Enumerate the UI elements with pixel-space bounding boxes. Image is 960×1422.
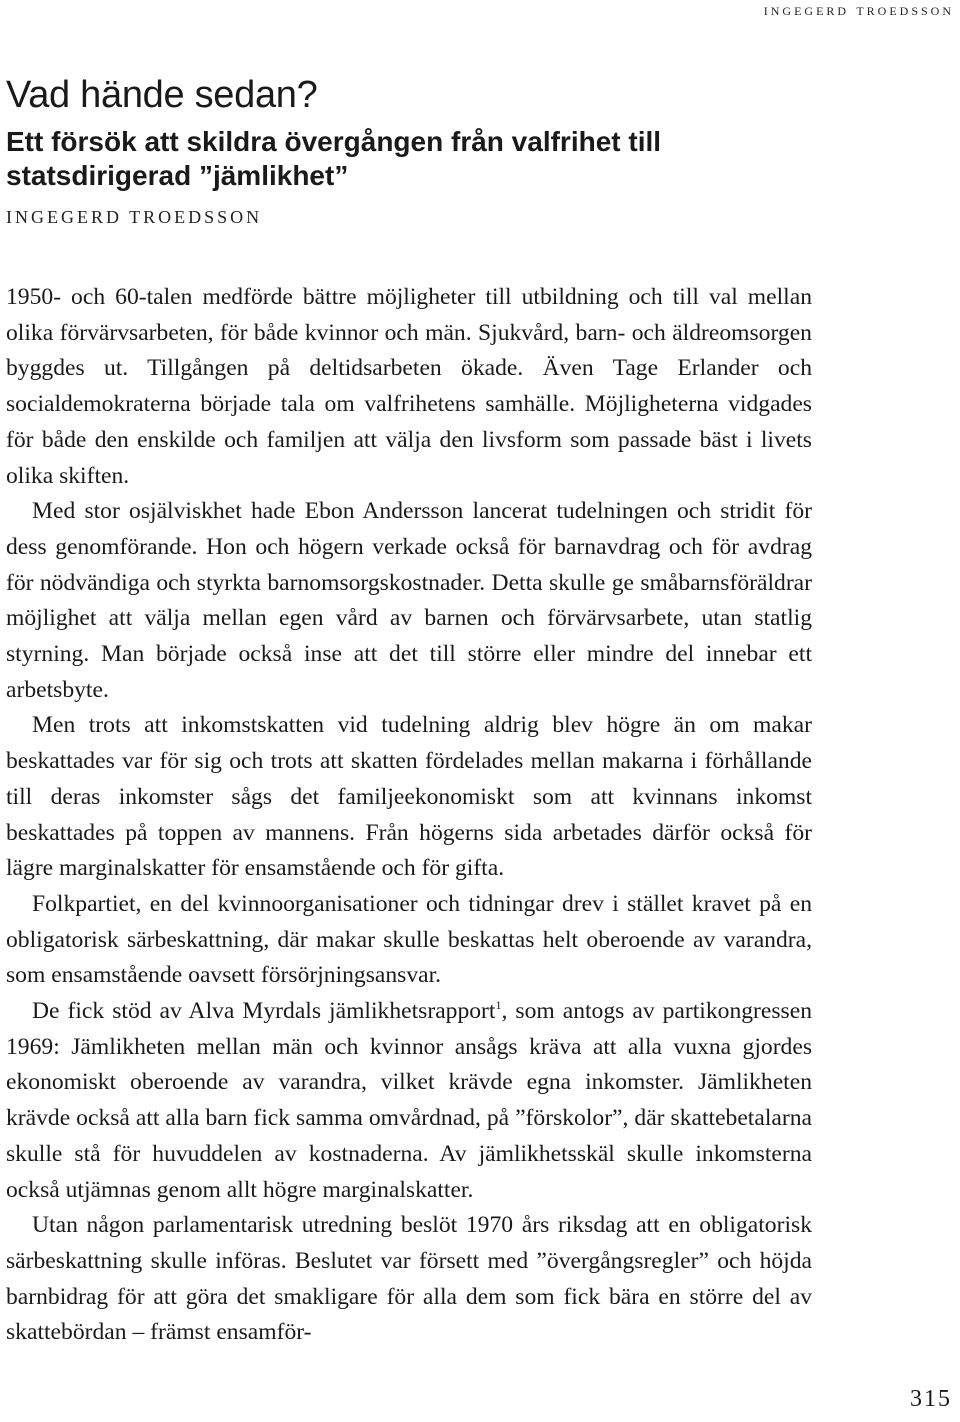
paragraph-4: Folkpartiet, en del kvinnoorganisationer och tidningar drev i stället kravet på en obligatorisk särbeskattning, där makar skulle beskattas helt oberoende av varandra, som ensamstående oavsett försörjningsansvar. [6,890,812,989]
paragraph-1 [6,280,812,494]
paragraph-3: Men trots att inkomstskatten vid tudelning aldrig blev högre än om makar beskattades var för sig och trots att skatten fördelades mellan makarna i förhållande till deras inkomster sågs det familjeekonomiskt som att kvinnans inkomst beskattades på toppen av mannens. Från högerns sida arbetades därför också för lägre marginalskatter för ensamstående och för gifta. [6,712,812,882]
paragraph-1-part-a: 1950- och 60-talen medförde bättre möjligheter till utbildning och till val mellan olika förvärvsarbeten, för både kvinnor och män. [6,284,812,346]
paragraph-1-part-c: Möjligheterna vidgades för både den enskilde och familjen att välja den livsform som passade bäst i livets olika skiften. [6,391,812,489]
article-author: INGEGERD TROEDSSON [6,207,263,227]
footnote-marker[interactable]: 1 [495,998,502,1013]
paragraph-5 [6,994,812,1208]
paragraph-1-part-b: Sjukvård, barn- och äldreomsorgen byggdes ut. Tillgången på deltidsarbeten ökade. Även Tage Erlander och socialdemokraterna började tala om valfrihetens samhälle. [6,319,812,418]
article-subtitle: Ett försök att skildra övergången från valfrihet till statsdirigerad ”jämlikhet” [6,126,662,191]
article-title: Vad hände sedan? [6,74,318,116]
running-head: ingegerd troedsson [763,0,954,19]
paragraph-5-part-b: , som antogs av partikongressen 1969: Jämlikheten mellan män och kvinnor ansågs kräva att alla vuxna gjordes ekonomiskt oberoende av varandra, vilket krävde egna inkomster. Jämlikheten krävde också att alla barn fick samma omvårdnad, på ”förskolor”, där skattebetalarna skulle stå för huvuddelen av kostnaderna. Av jämlikhetsskäl skulle inkomsterna också utjämnas genom allt högre marginalskatter. [6,998,813,1203]
paragraph-6: Utan någon parlamentarisk utredning beslöt 1970 års riksdag att en obligatorisk särbeskattning skulle införas. Beslutet var försett med ”övergångsregler” och höjda barnbidrag för att göra det smakligare för alla dem som fick bära en större del av skattebördan – främst ensamför- [6,1212,812,1346]
page-number: 315 [910,1386,952,1412]
paragraph-2: Med stor osjälviskhet hade Ebon Andersson lancerat tudelningen och stridit för dess genomförande. Hon och högern verkade också för barnavdrag och för avdrag för nödvändiga och styrkta barnomsorgskostnader. Detta skulle ge småbarnsföräldrar möjlighet att välja mellan egen vård av barnen och förvärvsarbete, utan statlig styrning. Man började också inse att det till större eller mindre del innebar ett arbetsbyte. [6,498,812,703]
paragraph-5-part-a: De fick stöd av Alva Myrdals jämlikhetsrapport [32,998,496,1025]
article-body [6,280,812,1351]
